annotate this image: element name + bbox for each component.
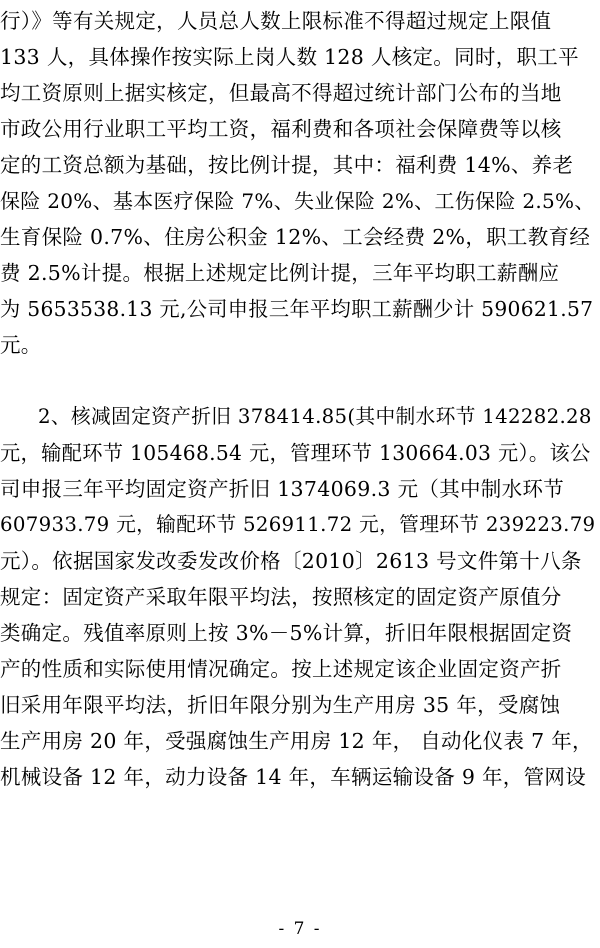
text-line-8: 费 2.5%计提。根据上述规定比例计提，三年平均职工薪酬应: [0, 261, 560, 285]
text-line-1: 行）》等有关规定，人员总人数上限标准不得超过规定上限值: [0, 9, 552, 33]
text-line-18: 产的性质和实际使用情况确定。按上述规定该企业固定资产折: [0, 657, 562, 681]
text-line-4: 市政公用行业职工平均工资，福利费和各项社会保障费等以核: [0, 117, 562, 141]
paragraph-2-first-line: 2、核减固定资产折旧 378414.85(其中制水环节 142282.28: [38, 405, 592, 428]
text-line-20: 生产用房 20 年，受强腐蚀生产用房 12 年， 自动化仪表 7 年，: [0, 729, 593, 753]
text-line-6: 保险 20%、基本医疗保险 7%、失业保险 2%、工伤保险 2.5%、: [0, 189, 595, 213]
text-line-5: 定的工资总额为基础，按比例计提，其中：福利费 14%、养老: [0, 153, 574, 177]
page-number: - 7 -: [278, 919, 322, 939]
text-line-21: 机械设备 12 年，动力设备 14 年，车辆运输设备 9 年，管网设: [0, 765, 587, 789]
text-line-9: 为 5653538.13 元,公司申报三年平均职工薪酬少计 590621.57: [0, 297, 594, 321]
text-line-12: 元，输配环节 105468.54 元，管理环节 130664.03 元）。该公: [0, 441, 591, 465]
text-line-15: 元）。依据国家发改委发改价格〔2010〕2613 号文件第十八条: [0, 549, 582, 573]
text-line-2: 133 人，具体操作按实际上岗人数 128 人核定。同时，职工平: [0, 45, 579, 69]
text-line-3: 均工资原则上据实核定，但最高不得超过统计部门公布的当地: [0, 81, 562, 105]
text-line-13: 司申报三年平均固定资产折旧 1374069.3 元（其中制水环节: [0, 477, 564, 501]
text-line-14: 607933.79 元，输配环节 526911.72 元，管理环节 239223.79: [0, 513, 596, 536]
text-line-10: 元。: [0, 333, 42, 357]
text-line-7: 生育保险 0.7%、住房公积金 12%、工会经费 2%，职工教育经: [0, 225, 591, 249]
text-line-16: 规定：固定资产采取年限平均法，按照核定的固定资产原值分: [0, 585, 562, 609]
text-line-19: 旧采用年限平均法，折旧年限分别为生产用房 35 年，受腐蚀: [0, 693, 561, 717]
text-line-17: 类确定。残值率原则上按 3%－5%计算，折旧年限根据固定资: [0, 621, 573, 645]
